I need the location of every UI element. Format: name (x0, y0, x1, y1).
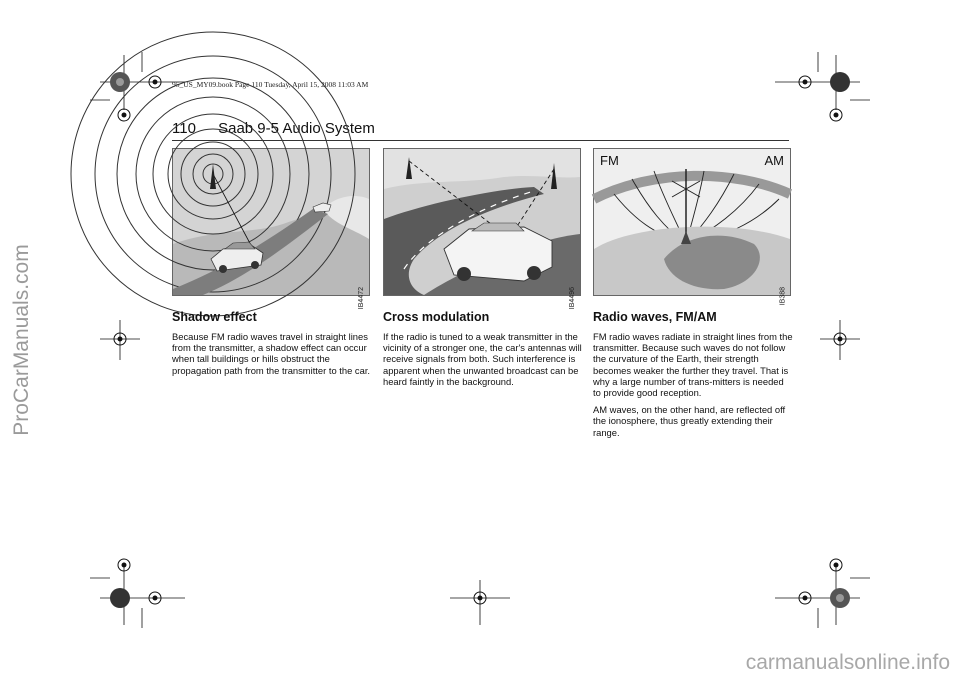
figure-shadow-effect (172, 148, 370, 310)
section-cross-modulation (383, 310, 583, 393)
shadow-effect-illustration (173, 149, 369, 295)
cross-modulation-illustration (384, 149, 580, 295)
figure-code: IB4496 (569, 287, 576, 310)
figure-fm-am (593, 148, 791, 306)
section-paragraph: FM radio waves radiate in straight lines from the transmitter. Because such waves do not follow the curvature of the Earth, their strength becomes weaker the further they travel. That is why a large number of trans-mitters is needed to provide good reception. (593, 331, 793, 399)
footer-watermark: carmanualsonline.info (745, 651, 950, 674)
figure-code: IB388 (779, 287, 786, 306)
section-paragraph: AM waves, on the other hand, are reflected off the ionosphere, thus greatly extending their range. (593, 404, 786, 438)
book-header: 95_US_MY09.book Page 110 Tuesday, April 15, 2008 11:03 AM (172, 80, 369, 89)
header-rule (172, 140, 789, 141)
section-shadow-effect (172, 310, 372, 382)
page-number: 110 (172, 120, 196, 137)
am-label: AM (764, 153, 784, 168)
section-heading: Cross modulation (383, 310, 490, 324)
section-paragraph: If the radio is tuned to a weak transmitter in the vicinity of a stronger one, the car's antennas will receive signals from both. Such interference is apparent when the unwanted broadcast can be heard faintly in the background. (383, 331, 582, 387)
section-heading: Radio waves, FM/AM (593, 310, 717, 324)
fm-label: FM (600, 153, 619, 168)
page-title: Saab 9-5 Audio System (218, 120, 375, 137)
section-radio-waves (593, 310, 793, 444)
section-paragraph: Because FM radio waves travel in straight lines from the transmitter, a shadow effect can occur when tall buildings or hills obstruct the propagation path from the transmitter to the car. (172, 331, 371, 376)
side-watermark-text: ProCarManuals.com (10, 244, 33, 436)
section-heading: Shadow effect (172, 310, 257, 324)
fm-am-illustration (594, 149, 790, 295)
figure-cross-modulation (383, 148, 581, 310)
page-header (172, 120, 375, 137)
figure-code: IB4472 (358, 287, 365, 310)
